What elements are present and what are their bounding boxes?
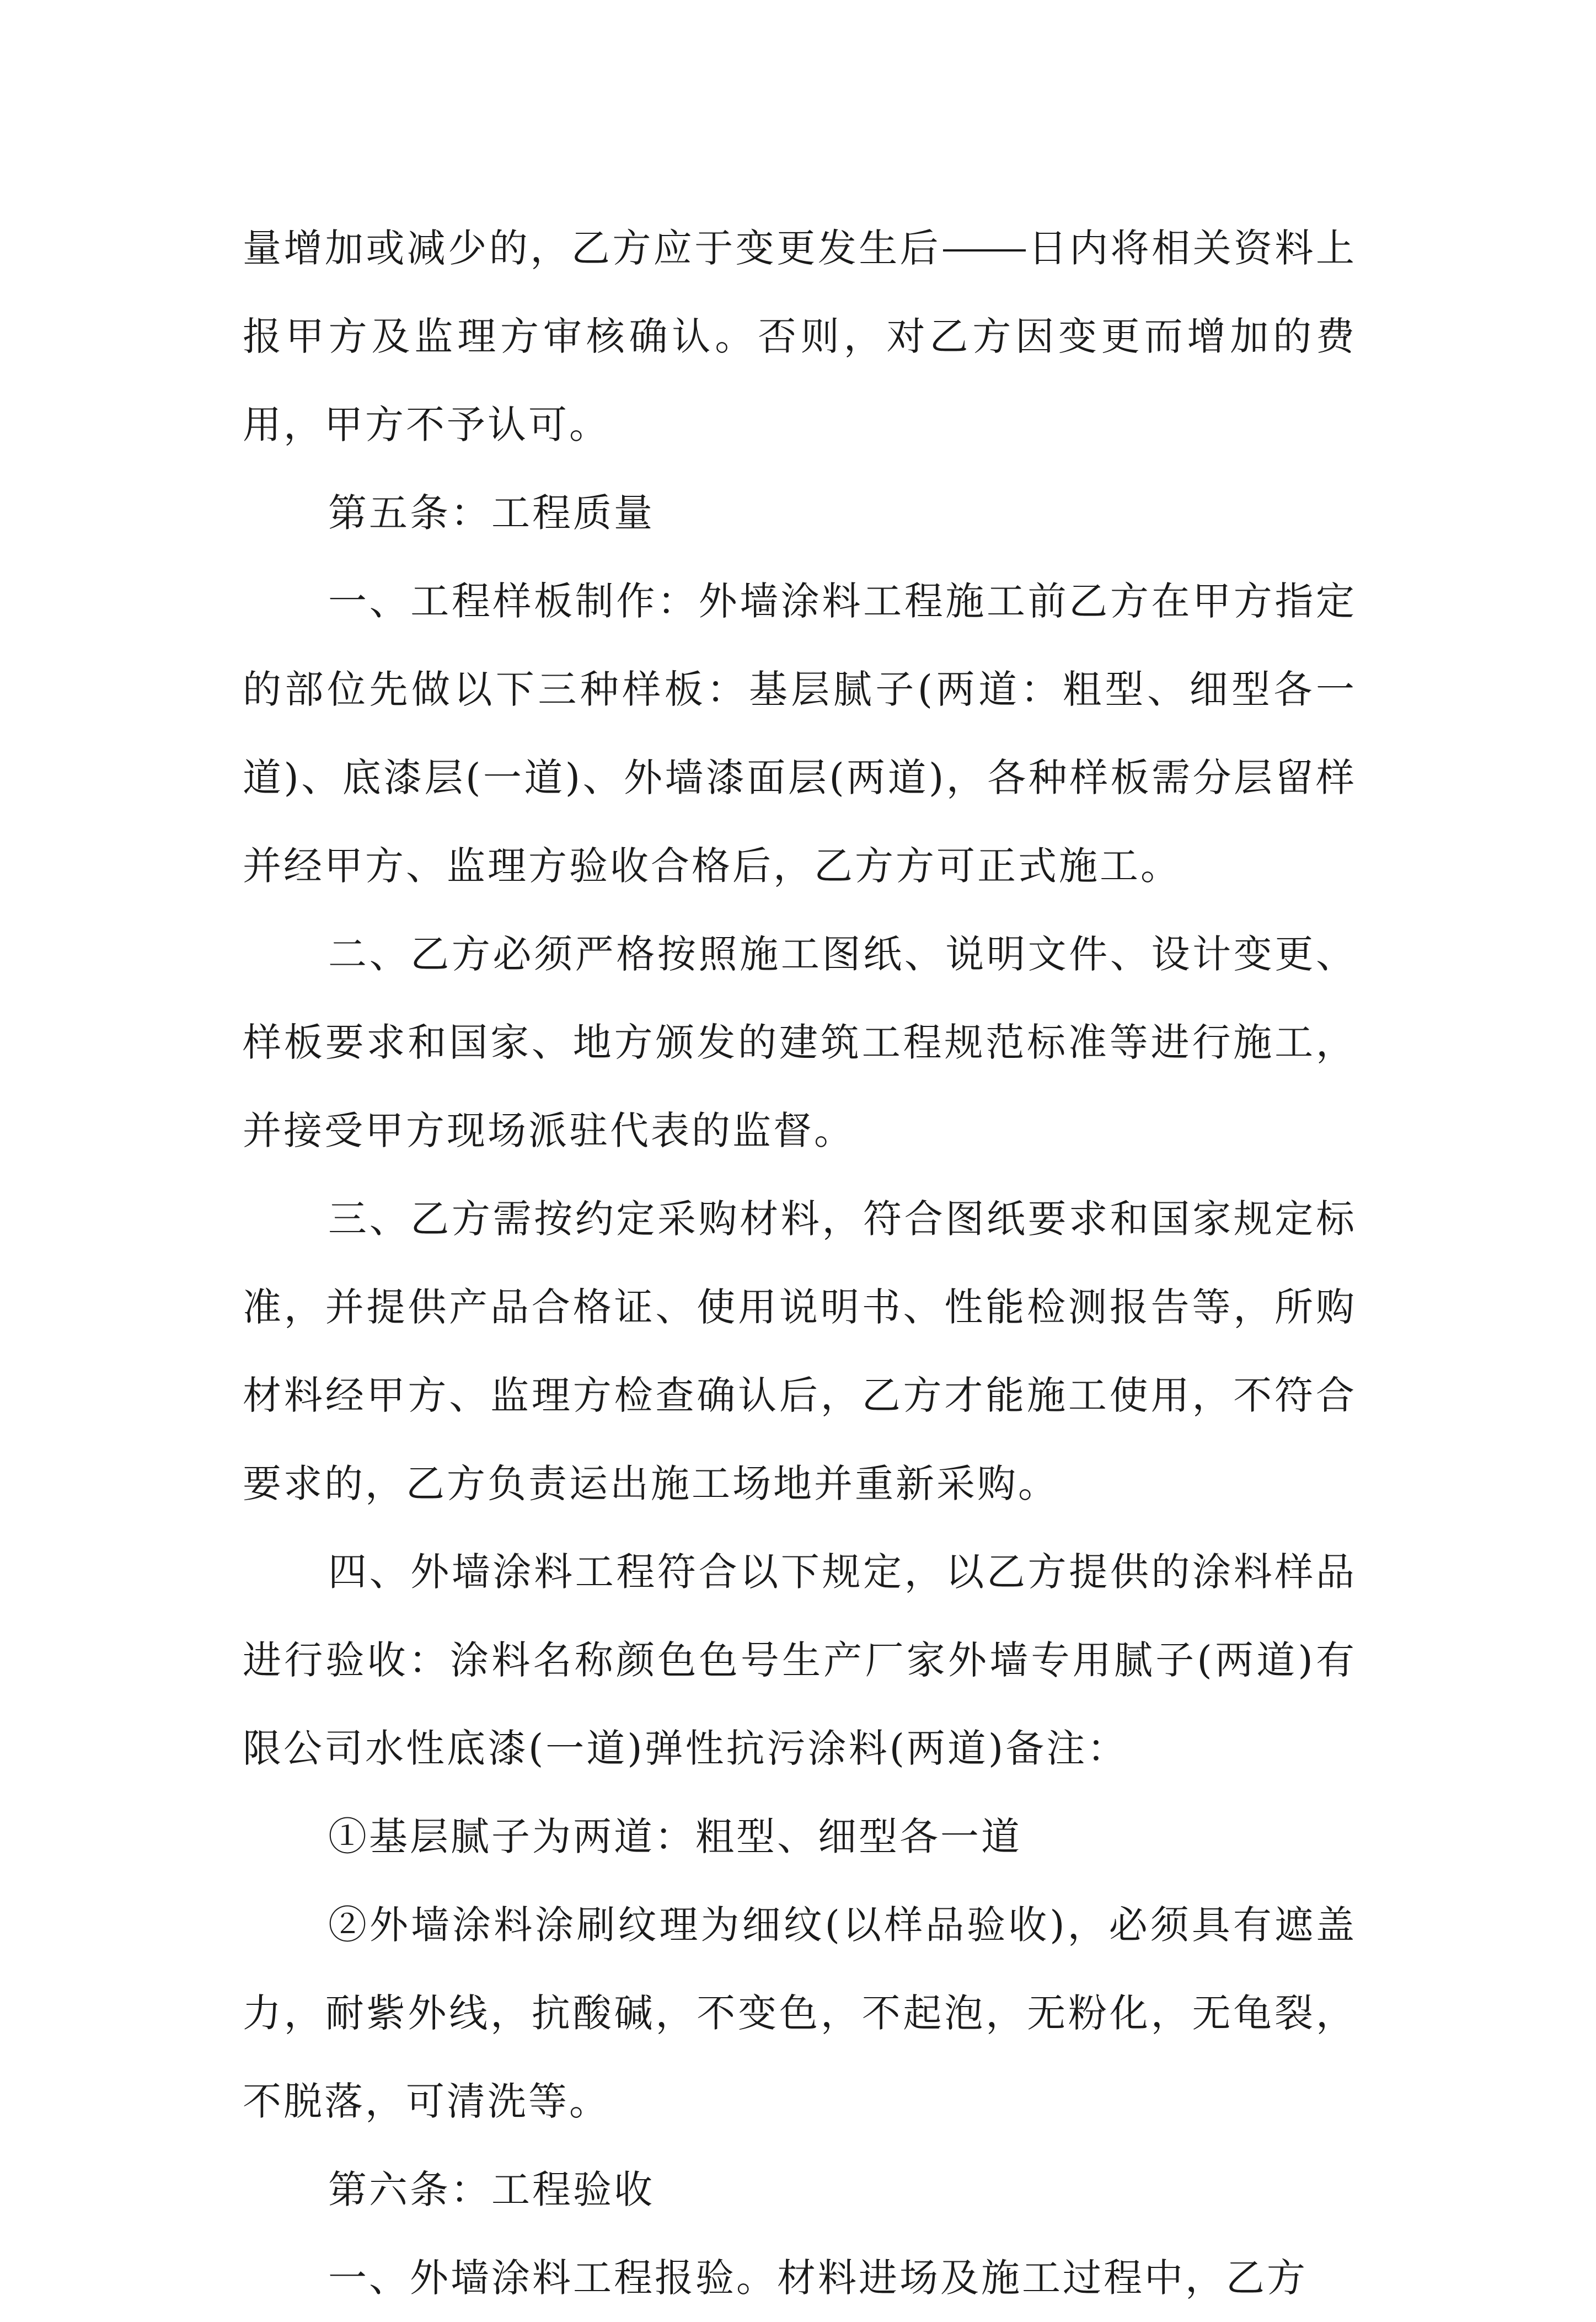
paragraph-text: 日内将相关资料上报甲方及监理方审核确认。否则，对乙方因变更而增加的费用，甲方不予认可。 bbox=[243, 226, 1357, 447]
clause-paragraph: 四、外墙涂料工程符合以下规定，以乙方提供的涂料样品进行验收：涂料名称颜色色号生产厂家外墙专用腻子(两道)有限公司水性底漆(一道)弹性抗污涂料(两道)备注： bbox=[243, 1549, 1357, 1771]
paragraph-text: 量增加或减少的，乙方应于变更发生后 bbox=[243, 226, 941, 271]
fill-in-blank bbox=[943, 249, 1026, 252]
note-item: ①基层腻子为两道：粗型、细型各一道 bbox=[328, 1814, 1022, 1859]
note-item: ②外墙涂料涂刷纹理为细纹(以样品验收)，必须具有遮盖力，耐紫外线，抗酸碱，不变色，不起泡，无粉化，无龟裂，不脱落，可清洗等。 bbox=[243, 1902, 1357, 2124]
clause-paragraph: 二、乙方必须严格按照施工图纸、说明文件、设计变更、样板要求和国家、地方颁发的建筑工程规范标准等进行施工，并接受甲方现场派驻代表的监督。 bbox=[243, 932, 1357, 1153]
paragraph-continuation bbox=[243, 204, 1357, 469]
document-body bbox=[243, 204, 1357, 2322]
section-heading-article-6: 第六条：工程验收 bbox=[328, 2167, 655, 2212]
clause-paragraph: 一、工程样板制作：外墙涂料工程施工前乙方在甲方指定的部位先做以下三种样板：基层腻子(两道：粗型、细型各一道)、底漆层(一道)、外墙漆面层(两道)，各种样板需分层留样并经甲方、监理方验收合格后，乙方方可正式施工。 bbox=[243, 579, 1357, 889]
section-heading-article-5: 第五条：工程质量 bbox=[328, 490, 655, 536]
clause-paragraph: 三、乙方需按约定采购材料，符合图纸要求和国家规定标准，并提供产品合格证、使用说明书、性能检测报告等，所购材料经甲方、监理方检查确认后，乙方才能施工使用，不符合要求的，乙方负责运出施工场地并重新采购。 bbox=[243, 1196, 1357, 1506]
clause-paragraph: 一、外墙涂料工程报验。材料进场及施工过程中，乙方 bbox=[328, 2255, 1308, 2300]
